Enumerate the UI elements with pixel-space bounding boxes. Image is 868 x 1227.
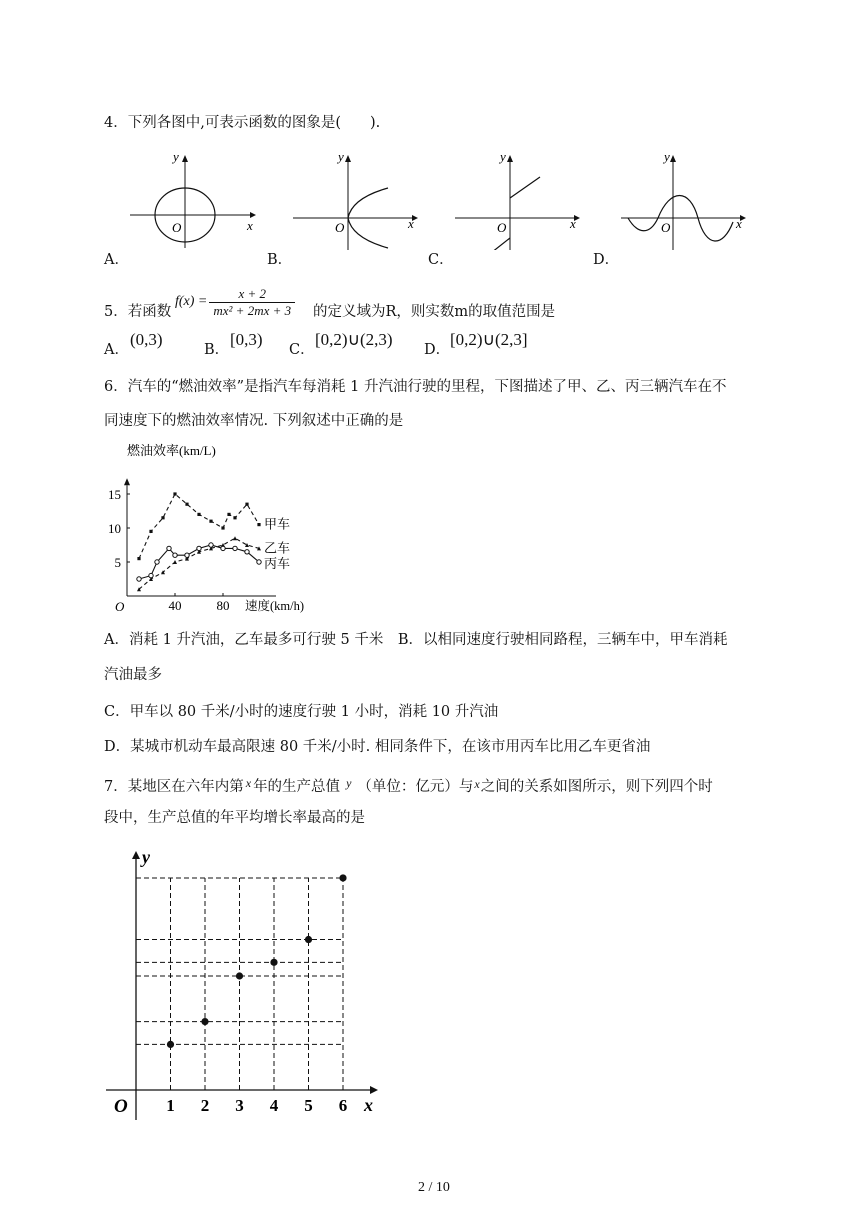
q7-line1-d: 之间的关系如图所示，则下列四个时 — [480, 779, 713, 795]
q4-option-a: A． — [104, 252, 129, 268]
data-point — [339, 874, 346, 881]
data-point — [137, 557, 140, 560]
q4a-axis-y: y — [173, 150, 179, 164]
x-axis-label: x — [364, 1095, 373, 1115]
series-label-0: 甲车 — [264, 516, 291, 532]
q4c-origin: O — [497, 220, 507, 235]
y-axis-arrow — [132, 851, 140, 859]
data-point — [209, 543, 213, 547]
data-point — [221, 526, 224, 529]
data-point — [185, 503, 188, 506]
q5-opt-c-label: C． — [289, 342, 315, 358]
q7-var-y: y — [346, 776, 352, 790]
q5-func-den: mx² + 2mx + 3 — [213, 302, 292, 318]
q6-option-d: D．某城市机动车最高限速 80 千米/小时. 相同条件下，在该市用丙车比用乙车更省油 — [104, 739, 651, 755]
q5-opt-c-value: [0,2)∪(2,3) — [315, 330, 393, 349]
data-point — [233, 516, 236, 519]
q7-var-x: x — [245, 776, 252, 790]
data-point — [155, 560, 159, 564]
data-point — [167, 1041, 174, 1048]
x-axis-label: 速度(km/h) — [245, 599, 305, 613]
q4a-axis-x: x — [247, 218, 253, 233]
data-point — [236, 972, 243, 979]
data-point — [221, 546, 225, 550]
data-point — [245, 503, 248, 506]
y-tick-label: 15 — [108, 487, 121, 502]
data-point — [161, 516, 164, 519]
q5-opt-d-label: D． — [424, 342, 451, 358]
q6-line1: 6．汽车的“燃油效率”是指汽车每消耗 1 升汽油行驶的里程，下图描述了甲、乙、丙三辆汽车在不 — [104, 379, 727, 395]
data-point — [173, 492, 176, 495]
q4-option-d: D． — [593, 252, 620, 268]
x-tick-label: 4 — [269, 1096, 279, 1115]
origin-label: O — [115, 599, 125, 614]
y-tick-label: 5 — [114, 555, 121, 570]
x-tick-label: 1 — [166, 1096, 175, 1115]
q4b-origin: O — [335, 220, 345, 235]
q7-line2: 段中，生产总值的年平均增长率最高的是 — [104, 810, 365, 826]
q6-option-c: C．甲车以 80 千米/小时的速度行驶 1 小时，消耗 10 升汽油 — [104, 704, 499, 720]
q6-option-b-cont: 汽油最多 — [104, 667, 162, 683]
fuel-efficiency-chart — [100, 438, 340, 616]
data-point — [257, 523, 260, 526]
q7-line1-b: 年的生产总值 — [253, 779, 341, 795]
q4d-origin: O — [661, 220, 671, 235]
page-number: 2 / 10 — [418, 1180, 450, 1195]
q7-var-x2: x — [474, 777, 480, 791]
q6-option-a-b: A．消耗 1 升汽油，乙车最多可行驶 5 千米 B．以相同速度行驶相同路程，三辆车中，甲车消耗 — [104, 632, 728, 648]
q4b-axis-x: x — [408, 216, 414, 231]
q5-opt-a-value: (0,3) — [130, 330, 163, 349]
x-tick-label: 80 — [216, 598, 230, 613]
x-axis-arrow — [370, 1086, 378, 1094]
y-tick-label: 10 — [108, 521, 121, 536]
q5-function — [175, 282, 295, 322]
q7-line1 — [104, 773, 713, 797]
q4d-axis-x: x — [736, 216, 742, 231]
x-tick-label: 6 — [338, 1096, 348, 1115]
data-point — [227, 513, 230, 516]
data-point — [173, 553, 177, 557]
q4c-axis-y: y — [500, 150, 506, 164]
q5-opt-b-label: B． — [204, 342, 230, 358]
q4-graph-b — [290, 150, 425, 250]
origin-label: O — [114, 1096, 128, 1117]
data-point — [173, 560, 177, 564]
data-point — [197, 513, 200, 516]
q5-prefix: 5．若函数 — [104, 304, 172, 320]
q4d-axis-y: y — [664, 150, 670, 164]
q4-graph-a — [125, 150, 265, 250]
data-point — [305, 936, 312, 943]
y-axis-label: 燃油效率(km/L) — [127, 443, 216, 458]
production-value-chart — [100, 845, 390, 1125]
q4-option-c: C． — [428, 252, 454, 268]
data-point — [257, 560, 261, 564]
q5-suffix: 的定义域为R，则实数m的取值范围是 — [313, 304, 556, 320]
q4a-origin: O — [172, 220, 182, 235]
series-label-2: 丙车 — [264, 556, 291, 571]
series-label-1: 乙车 — [264, 540, 291, 556]
x-tick-label: 5 — [304, 1096, 313, 1115]
q5-func-num: x + 2 — [209, 286, 295, 303]
data-point — [245, 550, 249, 554]
data-point — [149, 530, 152, 533]
q4c-axis-x: x — [570, 216, 576, 231]
x-tick-label: 2 — [200, 1096, 210, 1115]
q4-stem: 4．下列各图中,可表示函数的图象是( ). — [104, 115, 381, 131]
q4-option-b: B． — [267, 252, 293, 268]
data-point — [270, 959, 277, 966]
data-point — [233, 546, 237, 550]
x-tick-label: 3 — [235, 1096, 244, 1115]
x-tick-label: 40 — [168, 598, 182, 613]
data-point — [185, 553, 189, 557]
data-point — [149, 573, 153, 577]
data-point — [233, 536, 237, 540]
q5-opt-a-label: A． — [104, 342, 129, 358]
q5-func-lhs: f(x) = — [175, 294, 208, 309]
q4b-axis-y: y — [338, 150, 344, 164]
q4-graph-d — [618, 150, 753, 250]
q4-graph-c — [452, 150, 587, 250]
q7-line1-c: （单位：亿元）与 — [357, 779, 474, 795]
y-axis-arrow — [124, 478, 130, 485]
data-point — [209, 520, 212, 523]
data-point — [201, 1018, 208, 1025]
data-point — [197, 546, 201, 550]
q6-line2: 同速度下的燃油效率情况. 下列叙述中正确的是 — [104, 413, 404, 429]
data-point — [167, 546, 171, 550]
q5-fraction — [209, 286, 295, 319]
data-point — [137, 577, 141, 581]
q5-opt-b-value: [0,3) — [230, 330, 263, 349]
q7-line1-a: 7．某地区在六年内第 — [104, 779, 244, 795]
y-axis-label: y — [142, 847, 150, 867]
q5-opt-d-value: [0,2)∪(2,3] — [450, 330, 528, 349]
